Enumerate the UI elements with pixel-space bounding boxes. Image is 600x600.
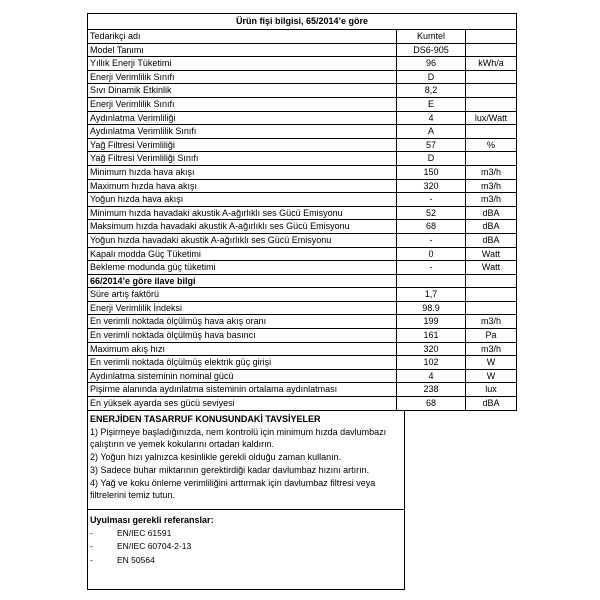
tip-item — [90, 451, 404, 463]
spec-row — [87, 180, 517, 194]
spec-value: 1,7 — [397, 288, 466, 301]
notes-box — [87, 411, 405, 590]
spec-value: 238 — [397, 383, 466, 396]
spec-unit: dBA — [466, 234, 517, 247]
spec-label: Tedarikçi adı — [88, 30, 397, 43]
spec-label: Aydınlatma Verimlilik Sınıfı — [88, 125, 397, 138]
document-title: Ürün fişi bilgisi, 65/2014’e göre — [87, 13, 517, 30]
spec-value: 320 — [397, 180, 466, 193]
spec-row — [87, 44, 517, 58]
spec-label: En verimli noktada ölçülmüş elektrik güç girişi — [88, 356, 397, 369]
spec-unit — [466, 288, 517, 301]
spec-row — [87, 152, 517, 166]
spec-row — [87, 30, 517, 44]
references-list — [90, 527, 404, 568]
spec-row — [87, 288, 517, 302]
spec-unit: dBA — [466, 207, 517, 220]
spec-label: Sıvı Dinamik Etkinlik — [88, 84, 397, 97]
spec-row — [87, 248, 517, 262]
references-heading: Uyulması gerekli referanslar: — [90, 514, 214, 525]
spec-value: DS6-905 — [397, 44, 466, 57]
spec-row — [87, 383, 517, 397]
spec-value: D — [397, 71, 466, 84]
spec-row — [87, 71, 517, 85]
spec-table — [87, 30, 517, 411]
spec-label: Enerji Verimlilik Sınıfı — [88, 71, 397, 84]
spec-unit — [466, 125, 517, 138]
spec-label: Enerji Verimlilik Sınıfı — [88, 98, 397, 111]
reference-text: EN 50564 — [117, 554, 155, 565]
spec-unit: % — [466, 139, 517, 152]
spec-unit: lux/Watt — [466, 112, 517, 125]
reference-item — [90, 540, 404, 554]
spec-label: Maksimum hızda havadaki akustik A-ağırlıklı ses Gücü Emisyonu — [88, 220, 397, 233]
tips-list — [90, 426, 404, 501]
spec-value: 8,2 — [397, 84, 466, 97]
spec-unit: m3/h — [466, 315, 517, 328]
spec-value: 320 — [397, 343, 466, 356]
spec-row — [87, 220, 517, 234]
spec-unit: W — [466, 356, 517, 369]
spec-row — [87, 302, 517, 316]
reference-text: EN/IEC 60704-2-13 — [117, 541, 192, 552]
references-section — [88, 510, 404, 568]
spec-label: Minimum hızda havadaki akustik A-ağırlıklı ses Gücü Emisyonu — [88, 207, 397, 220]
reference-marker: - — [90, 541, 93, 552]
spec-label: Maximum akış hızı — [88, 343, 397, 356]
spec-label: Kapalı modda Güç Tüketimi — [88, 248, 397, 261]
spec-label: Minimum hızda hava akışı — [88, 166, 397, 179]
spec-label: 66/2014’e göre ilave bilgi — [88, 275, 397, 288]
tip-item — [90, 464, 404, 476]
tip-item — [90, 477, 404, 501]
spec-unit — [466, 71, 517, 84]
tip-item — [90, 426, 404, 450]
spec-value: 161 — [397, 329, 466, 342]
spec-label: Aydınlatma sisteminin nominal gücü — [88, 370, 397, 383]
spec-unit: lux — [466, 383, 517, 396]
spec-row — [87, 166, 517, 180]
spec-row — [87, 261, 517, 275]
spec-value: 150 — [397, 166, 466, 179]
spec-value: 199 — [397, 315, 466, 328]
tip-line: 3) Sadece buhar miktarının gerektirdiği kadar davlumbaz hızını artırın. — [90, 464, 370, 475]
spec-unit — [466, 98, 517, 111]
spec-unit: Pa — [466, 329, 517, 342]
spec-row — [87, 112, 517, 126]
reference-marker: - — [90, 527, 93, 538]
spec-label: Enerji Verimlilik İndeksi — [88, 302, 397, 315]
spec-row — [87, 315, 517, 329]
spec-value: D — [397, 152, 466, 165]
tip-line: çalıştırın ve yemek kokularını ortadan kaldırın. — [90, 438, 275, 449]
spec-row — [87, 356, 517, 370]
spec-value: Kumtel — [397, 30, 466, 43]
spec-row — [87, 397, 517, 411]
tip-line: 4) Yağ ve koku önleme verimliliğini arttırmak için davlumbaz filtresi veya — [90, 477, 376, 488]
spec-row — [87, 234, 517, 248]
spec-label: En verimli noktada ölçülmüş hava akış oranı — [88, 315, 397, 328]
spec-label: Yıllık Enerji Tüketimi — [88, 57, 397, 70]
spec-value: 52 — [397, 207, 466, 220]
spec-label: En verimli noktada ölçülmüş hava basıncı — [88, 329, 397, 342]
spec-value: 4 — [397, 112, 466, 125]
spec-row — [87, 84, 517, 98]
spec-unit: m3/h — [466, 180, 517, 193]
spec-unit — [466, 84, 517, 97]
spec-label: Süre artış faktörü — [88, 288, 397, 301]
spec-label: Aydınlatma Verimliliği — [88, 112, 397, 125]
spec-label: En yüksek ayarda ses gücü seviyesi — [88, 397, 397, 410]
spec-value: 57 — [397, 139, 466, 152]
spec-unit: dBA — [466, 397, 517, 410]
spec-value: 68 — [397, 220, 466, 233]
spec-row — [87, 139, 517, 153]
spec-row — [87, 207, 517, 221]
spec-label: Maximum hızda hava akışı — [88, 180, 397, 193]
spec-value: - — [397, 261, 466, 274]
spec-unit: dBA — [466, 220, 517, 233]
spec-label: Yoğun hızda havadaki akustik A-ağırlıklı ses Gücü Emisyonu — [88, 234, 397, 247]
spec-row — [87, 329, 517, 343]
spec-label: Yağ Filtresi Verimliliği Sınıfı — [88, 152, 397, 165]
spec-unit — [466, 30, 517, 43]
tip-line: 1) Pişirmeye başladığınızda, nem kontrolü için minimum hızda davlumbazı — [90, 426, 387, 437]
spec-label: Yağ Filtresi Verimliliği — [88, 139, 397, 152]
spec-label: Yoğun hızda hava akışı — [88, 193, 397, 206]
spec-unit — [466, 275, 517, 288]
spec-row — [87, 125, 517, 139]
spec-unit: m3/h — [466, 166, 517, 179]
energy-saving-tips — [88, 411, 404, 510]
spec-value: - — [397, 193, 466, 206]
spec-value: 68 — [397, 397, 466, 410]
reference-marker: - — [90, 554, 93, 565]
tip-line: filtrelerini temiz tutun. — [90, 489, 176, 500]
spec-unit — [466, 302, 517, 315]
spec-value: A — [397, 125, 466, 138]
spec-row — [87, 193, 517, 207]
tip-line: 2) Yoğun hızı yalnızca kesinlikle gerekli olduğu zaman kullanın. — [90, 451, 342, 462]
spec-unit — [466, 152, 517, 165]
spec-row — [87, 98, 517, 112]
spec-unit: W — [466, 370, 517, 383]
spec-value: 98.9 — [397, 302, 466, 315]
spec-unit: Watt — [466, 261, 517, 274]
tips-heading: ENERJİDEN TASARRUF KONUSUNDAKİ TAVSİYELER — [90, 413, 321, 424]
spec-value: 4 — [397, 370, 466, 383]
spec-label: Pişirme alanında aydınlatma sisteminin ortalama aydınlatması — [88, 383, 397, 396]
spec-value — [397, 275, 466, 288]
spec-row — [87, 343, 517, 357]
spec-value: 96 — [397, 57, 466, 70]
section-heading-row — [87, 275, 517, 289]
spec-value: - — [397, 234, 466, 247]
spec-unit: m3/h — [466, 343, 517, 356]
reference-item — [90, 554, 404, 568]
spec-value: 102 — [397, 356, 466, 369]
spec-row — [87, 57, 517, 71]
spec-row — [87, 370, 517, 384]
spec-label: Model Tanımı — [88, 44, 397, 57]
spec-value: 0 — [397, 248, 466, 261]
reference-item — [90, 527, 404, 541]
spec-unit — [466, 44, 517, 57]
spec-value: E — [397, 98, 466, 111]
spec-unit: kWh/a — [466, 57, 517, 70]
spec-unit: m3/h — [466, 193, 517, 206]
spec-unit: Watt — [466, 248, 517, 261]
reference-text: EN/IEC 61591 — [117, 527, 172, 538]
spec-label: Bekleme modunda güç tüketimi — [88, 261, 397, 274]
product-fiche-sheet — [87, 13, 517, 590]
